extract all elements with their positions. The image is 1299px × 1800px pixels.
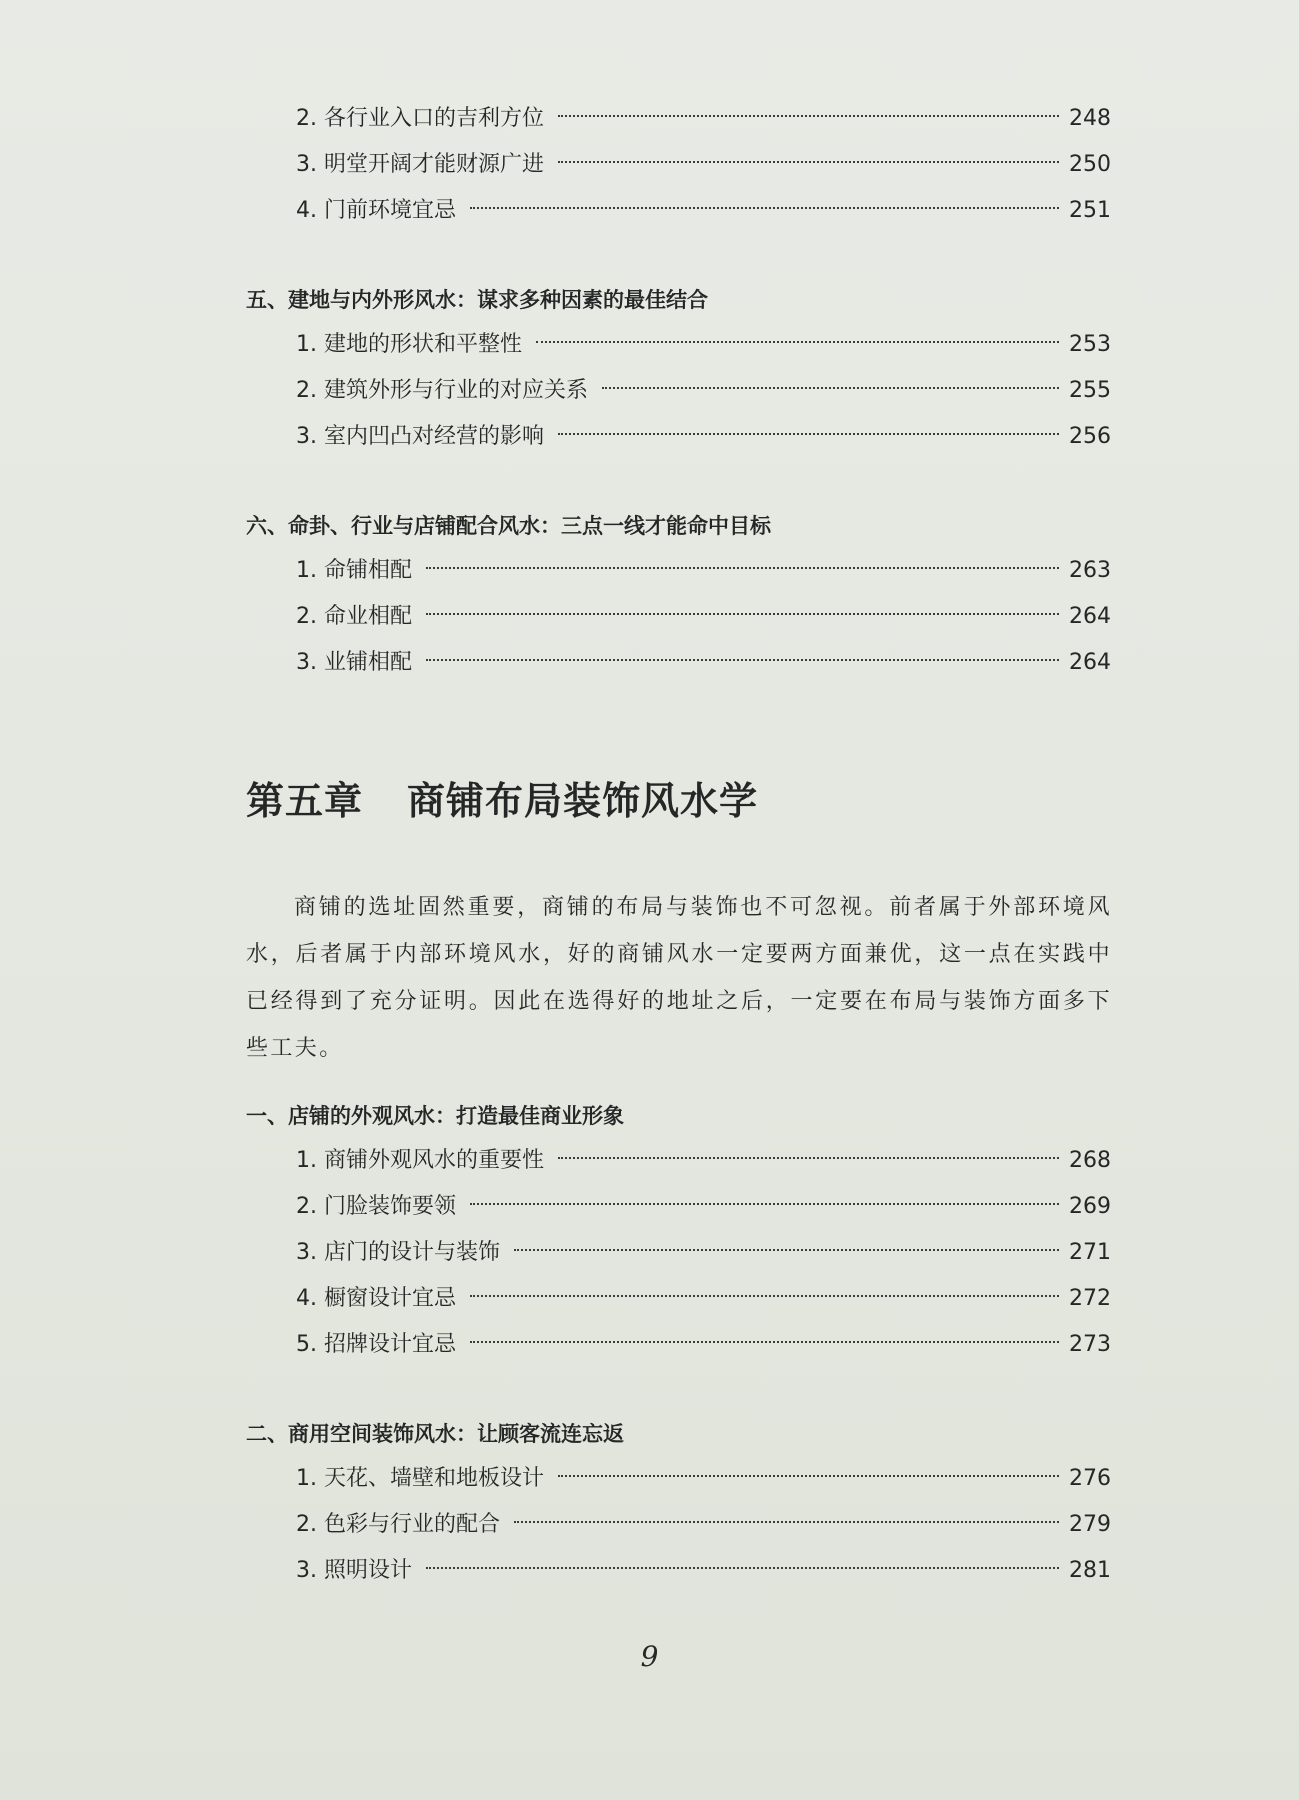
toc-entry-label: 3. 明堂开阔才能财源广进	[296, 152, 544, 177]
toc-entry	[0, 142, 1299, 188]
toc-entry-page: 263	[1069, 558, 1111, 583]
leader-dots	[558, 115, 1059, 117]
toc-entry	[0, 640, 1299, 686]
toc-entry	[0, 96, 1299, 142]
leader-dots	[514, 1249, 1059, 1251]
toc-entry	[0, 1502, 1299, 1548]
toc-entry-page: 253	[1069, 332, 1111, 357]
toc-entry-label: 2. 门脸装饰要领	[296, 1194, 456, 1219]
toc-entry	[0, 1276, 1299, 1322]
leader-dots	[426, 1567, 1059, 1569]
toc-entry-page: 250	[1069, 152, 1111, 177]
chapter-name: 商铺布局装饰风水学	[407, 778, 759, 823]
page-number: 9	[640, 1640, 659, 1673]
leader-dots	[426, 567, 1059, 569]
leader-dots	[470, 1203, 1059, 1205]
toc-entry-page: 273	[1069, 1332, 1111, 1357]
leader-dots	[470, 1295, 1059, 1297]
toc-entry-page: 271	[1069, 1240, 1111, 1265]
section-heading: 一、店铺的外观风水：打造最佳商业形象	[246, 1104, 624, 1128]
toc-entry-page: 248	[1069, 106, 1111, 131]
toc-entry-page: 272	[1069, 1286, 1111, 1311]
toc-entry-label: 2. 命业相配	[296, 604, 412, 629]
toc-entry	[0, 594, 1299, 640]
toc-entry-label: 1. 商铺外观风水的重要性	[296, 1148, 544, 1173]
leader-dots	[426, 613, 1059, 615]
toc-entry	[0, 1230, 1299, 1276]
leader-dots	[558, 1157, 1059, 1159]
toc-entry-page: 264	[1069, 604, 1111, 629]
toc-entry-page: 269	[1069, 1194, 1111, 1219]
toc-entry-label: 2. 各行业入口的吉利方位	[296, 106, 544, 131]
toc-bottom-section	[0, 1094, 1299, 1594]
toc-entry-label: 3. 照明设计	[296, 1558, 412, 1583]
toc-entry-label: 3. 店门的设计与装饰	[296, 1240, 500, 1265]
toc-entry-page: 281	[1069, 1558, 1111, 1583]
toc-entry-page: 251	[1069, 198, 1111, 223]
toc-entry-label: 1. 天花、墙壁和地板设计	[296, 1466, 544, 1491]
toc-entry-page: 255	[1069, 378, 1111, 403]
leader-dots	[470, 1341, 1059, 1343]
toc-entry-label: 3. 室内凹凸对经营的影响	[296, 424, 544, 449]
toc-entry-label: 3. 业铺相配	[296, 650, 412, 675]
chapter-intro-paragraph: 商铺的选址固然重要，商铺的布局与装饰也不可忽视。前者属于外部环境风水，后者属于内部环境风水，好的商铺风水一定要两方面兼优，这一点在实践中已经得到了充分证明。因此在选得好的地址之后，一定要在布局与装饰方面多下些工夫。	[246, 895, 1112, 1061]
leader-dots	[558, 1475, 1059, 1477]
leader-dots	[602, 387, 1059, 389]
chapter-title	[246, 770, 758, 825]
leader-dots	[558, 433, 1059, 435]
leader-dots	[514, 1521, 1059, 1523]
toc-entry	[0, 548, 1299, 594]
leader-dots	[536, 341, 1059, 343]
section-heading: 五、建地与内外形风水：谋求多种因素的最佳结合	[246, 288, 708, 312]
toc-entry-label: 2. 建筑外形与行业的对应关系	[296, 378, 588, 403]
toc-entry	[0, 1548, 1299, 1594]
toc-entry	[0, 414, 1299, 460]
toc-entry-page: 264	[1069, 650, 1111, 675]
toc-entry	[0, 1322, 1299, 1368]
chapter-number: 第五章	[246, 778, 364, 823]
toc-entry-label: 5. 招牌设计宜忌	[296, 1332, 456, 1357]
leader-dots	[470, 207, 1059, 209]
toc-top-section	[0, 96, 1299, 686]
toc-entry-page: 276	[1069, 1466, 1111, 1491]
toc-entry	[0, 1456, 1299, 1502]
toc-entry-label: 4. 橱窗设计宜忌	[296, 1286, 456, 1311]
toc-entry-page: 256	[1069, 424, 1111, 449]
toc-entry	[0, 1184, 1299, 1230]
leader-dots	[558, 161, 1059, 163]
leader-dots	[426, 659, 1059, 661]
toc-entry-label: 2. 色彩与行业的配合	[296, 1512, 500, 1537]
toc-entry	[0, 1138, 1299, 1184]
toc-entry-label: 1. 命铺相配	[296, 558, 412, 583]
toc-entry	[0, 322, 1299, 368]
section-heading: 二、商用空间装饰风水：让顾客流连忘返	[246, 1422, 624, 1446]
toc-entry	[0, 368, 1299, 414]
section-heading: 六、命卦、行业与店铺配合风水：三点一线才能命中目标	[246, 514, 771, 538]
toc-entry-page: 268	[1069, 1148, 1111, 1173]
toc-entry-label: 1. 建地的形状和平整性	[296, 332, 522, 357]
toc-entry-page: 279	[1069, 1512, 1111, 1537]
toc-entry	[0, 188, 1299, 234]
toc-entry-label: 4. 门前环境宜忌	[296, 198, 456, 223]
